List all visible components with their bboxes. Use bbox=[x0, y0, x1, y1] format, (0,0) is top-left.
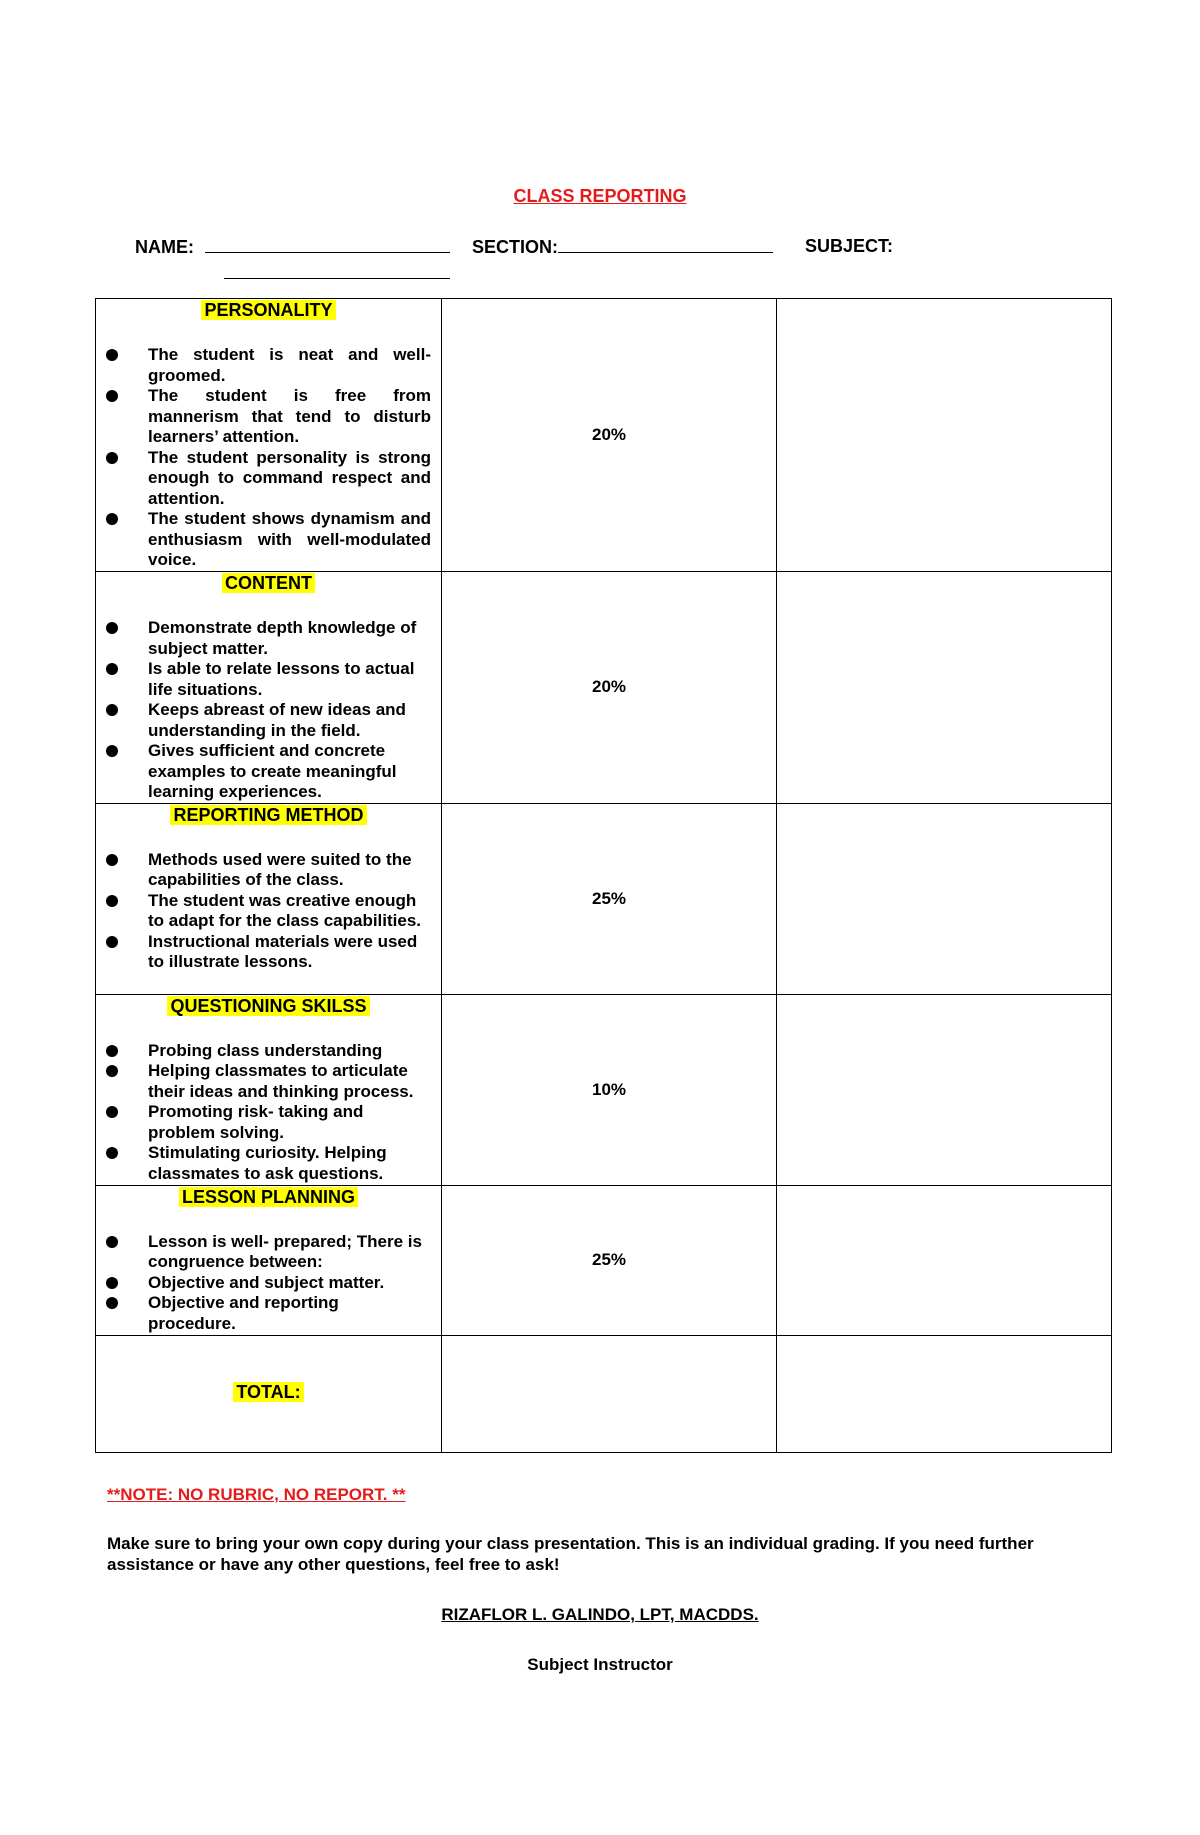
bullet-icon bbox=[106, 854, 118, 866]
name-field bbox=[135, 236, 450, 258]
name-blank bbox=[205, 236, 450, 253]
subject-blank bbox=[224, 278, 450, 279]
criteria-cell bbox=[96, 572, 442, 804]
subject-field bbox=[805, 236, 893, 257]
list-item: Promoting risk- taking and problem solving. bbox=[106, 1102, 431, 1143]
weight-cell: 25% bbox=[442, 1185, 777, 1335]
list-item: Helping classmates to articulate their ideas and thinking process. bbox=[106, 1061, 431, 1102]
bullet-icon bbox=[106, 1065, 118, 1077]
score-cell bbox=[777, 1185, 1112, 1335]
bullet-icon bbox=[106, 936, 118, 948]
list-item: Keeps abreast of new ideas and understanding in the field. bbox=[106, 700, 431, 741]
bullet-icon bbox=[106, 1277, 118, 1289]
rubric-table bbox=[95, 298, 1112, 1453]
bullet-icon bbox=[106, 895, 118, 907]
list-item: The student is neat and well-groomed. bbox=[106, 345, 431, 386]
criteria-list bbox=[106, 1041, 431, 1185]
bullet-icon bbox=[106, 513, 118, 525]
total-label: TOTAL: bbox=[233, 1382, 303, 1402]
rubric-row-total bbox=[96, 1335, 1112, 1452]
list-item: Methods used were suited to the capabilities of the class. bbox=[106, 850, 431, 891]
total-weight-cell bbox=[442, 1335, 777, 1452]
criteria-list bbox=[106, 618, 431, 803]
rubric-row-personality bbox=[96, 299, 1112, 572]
list-item: The student shows dynamism and enthusiasm with well-modulated voice. bbox=[106, 509, 431, 571]
list-item: Objective and reporting procedure. bbox=[106, 1293, 431, 1334]
section-title: CONTENT bbox=[222, 573, 315, 593]
list-item: The student is free from mannerism that tend to disturb learners’ attention. bbox=[106, 386, 431, 448]
list-item: Probing class understanding bbox=[106, 1041, 431, 1062]
section-title: PERSONALITY bbox=[201, 300, 335, 320]
section-label: SECTION: bbox=[472, 237, 559, 257]
bullet-icon bbox=[106, 349, 118, 361]
bullet-icon bbox=[106, 1147, 118, 1159]
list-item: The student personality is strong enough to command respect and attention. bbox=[106, 448, 431, 510]
bullet-icon bbox=[106, 622, 118, 634]
list-item: The student was creative enough to adapt for the class capabilities. bbox=[106, 891, 431, 932]
score-cell bbox=[777, 572, 1112, 804]
page-title: CLASS REPORTING bbox=[513, 186, 687, 206]
signatory-name: RIZAFLOR L. GALINDO, LPT, MACDDS. bbox=[441, 1605, 759, 1624]
bullet-icon bbox=[106, 1297, 118, 1309]
bullet-icon bbox=[106, 1045, 118, 1057]
score-cell bbox=[777, 299, 1112, 572]
score-cell bbox=[777, 994, 1112, 1185]
rubric-row-lesson-planning bbox=[96, 1185, 1112, 1335]
weight-cell: 10% bbox=[442, 994, 777, 1185]
list-item: Is able to relate lessons to actual life situations. bbox=[106, 659, 431, 700]
subject-label: SUBJECT: bbox=[805, 236, 894, 256]
rubric-row-questioning-skills bbox=[96, 994, 1112, 1185]
section-title: REPORTING METHOD bbox=[170, 805, 366, 825]
list-item: Demonstrate depth knowledge of subject matter. bbox=[106, 618, 431, 659]
criteria-cell bbox=[96, 803, 442, 994]
criteria-list bbox=[106, 345, 431, 571]
section-field bbox=[472, 236, 773, 258]
weight-cell: 25% bbox=[442, 803, 777, 994]
list-item: Gives sufficient and concrete examples to create meaningful learning experiences. bbox=[106, 741, 431, 803]
criteria-cell bbox=[96, 1185, 442, 1335]
list-item: Instructional materials were used to illustrate lessons. bbox=[106, 932, 431, 973]
total-label-cell bbox=[96, 1335, 442, 1452]
list-item: Objective and subject matter. bbox=[106, 1273, 431, 1294]
rubric-row-reporting-method bbox=[96, 803, 1112, 994]
bullet-icon bbox=[106, 390, 118, 402]
total-score-cell bbox=[777, 1335, 1112, 1452]
weight-cell: 20% bbox=[442, 299, 777, 572]
note: **NOTE: NO RUBRIC, NO REPORT. ** bbox=[107, 1485, 406, 1504]
signatory-role: Subject Instructor bbox=[527, 1655, 673, 1674]
section-title: QUESTIONING SKILSS bbox=[167, 996, 369, 1016]
weight-cell: 20% bbox=[442, 572, 777, 804]
rubric-row-content bbox=[96, 572, 1112, 804]
bullet-icon bbox=[106, 704, 118, 716]
section-title: LESSON PLANNING bbox=[179, 1187, 358, 1207]
bullet-icon bbox=[106, 452, 118, 464]
list-item: Stimulating curiosity. Helping classmates to ask questions. bbox=[106, 1143, 431, 1184]
bullet-icon bbox=[106, 1236, 118, 1248]
bullet-icon bbox=[106, 663, 118, 675]
criteria-list bbox=[106, 1232, 431, 1335]
score-cell bbox=[777, 803, 1112, 994]
bullet-icon bbox=[106, 745, 118, 757]
criteria-cell bbox=[96, 299, 442, 572]
section-blank bbox=[558, 236, 773, 253]
name-label: NAME: bbox=[135, 237, 194, 257]
list-item: Lesson is well- prepared; There is congruence between: bbox=[106, 1232, 431, 1273]
criteria-cell bbox=[96, 994, 442, 1185]
criteria-list bbox=[106, 850, 431, 973]
bullet-icon bbox=[106, 1106, 118, 1118]
instructions-paragraph: Make sure to bring your own copy during your class presentation. This is an individual grading. If you need further assistance or have any other questions, feel free to ask! bbox=[107, 1534, 1034, 1574]
